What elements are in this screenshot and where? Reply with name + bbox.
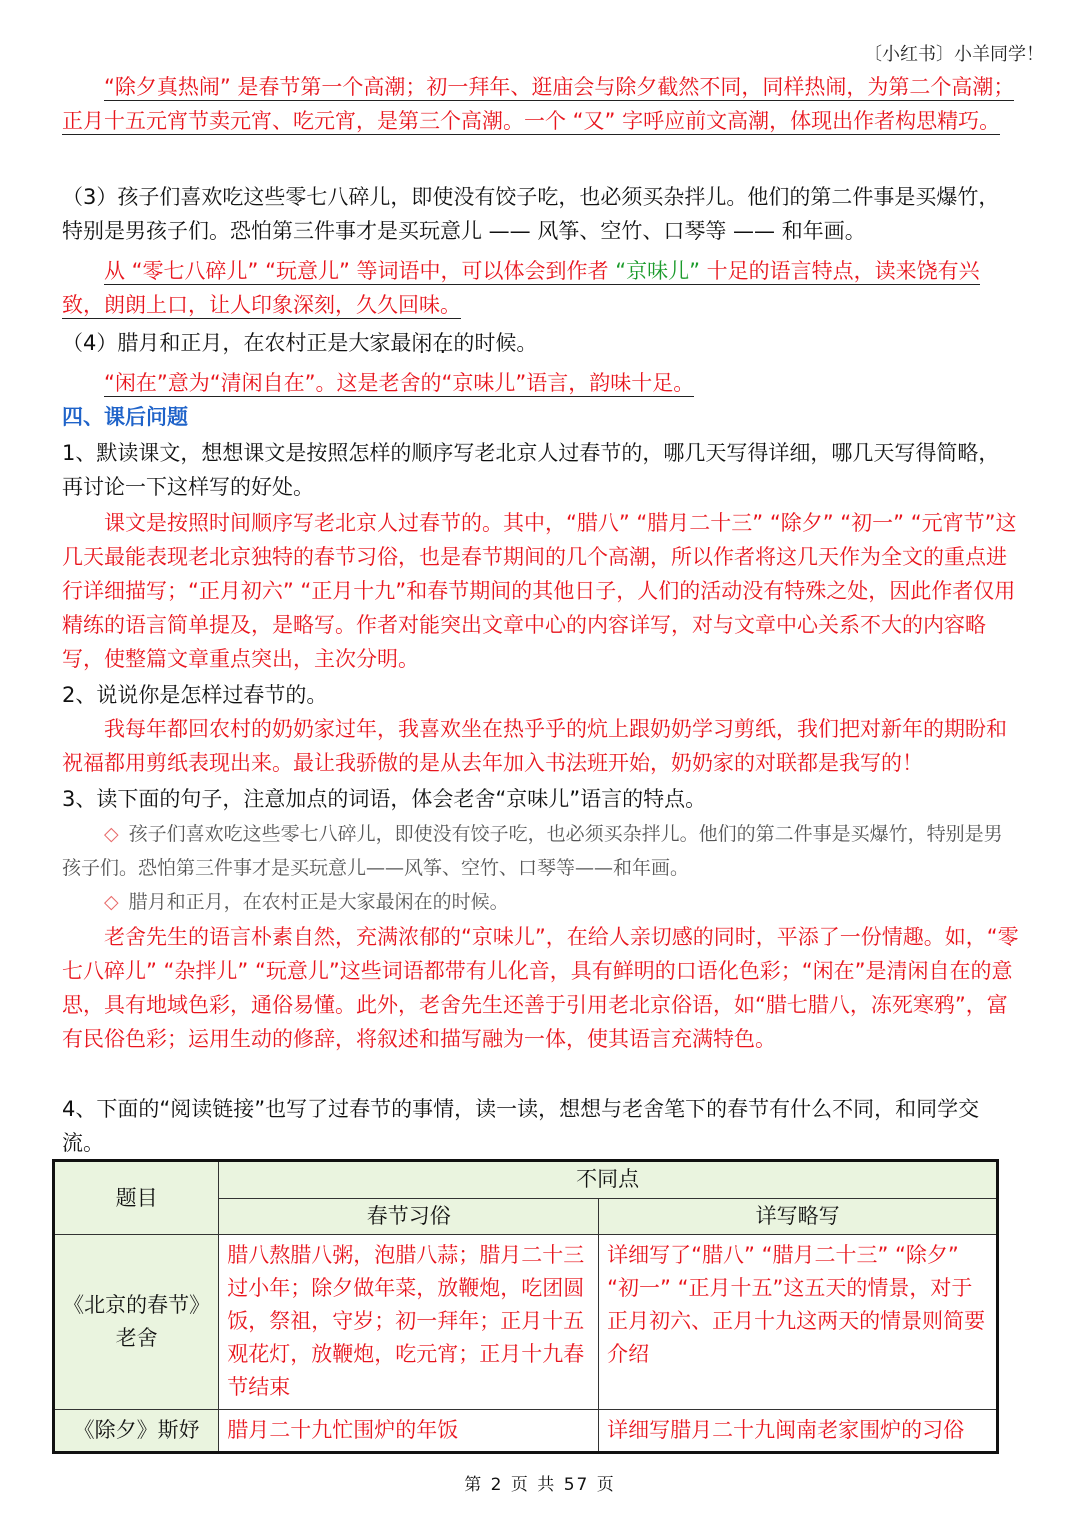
table-row bbox=[54, 1235, 998, 1410]
row-custom: 腊八熬腊八粥，泡腊八蒜；腊月二十三过小年；除夕做年菜，放鞭炮，吃团圆饭，祭祖，守岁；初一拜年；正月十五观花灯，放鞭炮，吃元宵；正月十九春节结束 bbox=[219, 1235, 599, 1410]
item-4-text-b: 的时候。 bbox=[453, 331, 538, 355]
dotted-word-1: 闲 bbox=[411, 331, 433, 355]
answer-3: 老舍先生的语言朴素自然，充满浓郁的“京味儿”，在给人亲切感的同时，平添了一份情趣。如，“零七八碎儿” “杂拌儿” “玩意儿”这些词语都带有儿化音，具有鲜明的口语化色彩；“闲在”是清闲自在的意思，具有地域色彩，通俗易懂。此外，老舍先生还善于引用老北京俗语，如“腊七腊八，冻死寒鸦”，富有民俗色彩；运用生动的修辞，将叙述和描写融为一体，使其语言充满特色。 bbox=[62, 925, 1019, 1051]
section-title: 四、课后问题 bbox=[62, 405, 188, 429]
answer-item-4 bbox=[62, 366, 1020, 400]
answer-item-3-part-a: 从 “零七八碎儿” “玩意儿” 等词语中，可以体会到作者 bbox=[104, 259, 616, 283]
table-row bbox=[54, 1410, 998, 1453]
answer-2: 我每年都回农村的奶奶家过年，我喜欢坐在热乎乎的炕上跟奶奶学习剪纸，我们把对新年的期盼和祝福都用剪纸表现出来。最让我骄傲的是从去年加入书法班开始，奶奶家的对联都是我写的！ bbox=[62, 717, 1007, 775]
dotted-word-2: 在 bbox=[432, 331, 454, 355]
header-detail: 详写略写 bbox=[599, 1198, 998, 1234]
quote-sentence-1 bbox=[62, 817, 1020, 885]
row-title bbox=[54, 1410, 219, 1453]
header-custom: 春节习俗 bbox=[219, 1198, 599, 1234]
question-item-4 bbox=[62, 326, 1020, 360]
question-2: 2、说说你是怎样过春节的。 bbox=[62, 683, 328, 707]
row-title-work: 《北京的春节》 bbox=[63, 1293, 211, 1317]
answer-paragraph-1 bbox=[62, 70, 1020, 138]
answer-text: “除夕真热闹” 是春节第一个高潮；初一拜年、逛庙会与除夕截然不同，同样热闹，为第二个高潮；正月十五元宵节卖元宵、吃元宵，是第三个高潮。一个 “又” 字呼应前文高潮，体现出作者构思精巧。 bbox=[62, 75, 1015, 133]
row-title-work: 《除夕》斯妤 bbox=[73, 1418, 200, 1442]
question-item-3: （3）孩子们喜欢吃这些零七八碎儿，即使没有饺子吃，也必须买杂拌儿。他们的第二件事是买爆竹，特别是男孩子们。恐怕第三件事才是买玩意儿 —— 风筝、空竹、口琴等 —— 和年画。 bbox=[62, 185, 1000, 243]
answer-item-3-highlight: “京味儿” bbox=[615, 259, 700, 283]
diamond-bullet-icon: ◇ bbox=[104, 891, 119, 913]
answer-item-3-text bbox=[62, 259, 980, 319]
answer-item-3 bbox=[62, 254, 1020, 322]
row-title bbox=[54, 1235, 219, 1410]
item-4-text-a: （4）腊月和正月，在农村正是大家最 bbox=[62, 331, 412, 355]
question-4: 4、下面的“阅读链接”也写了过春节的事情，读一读，想想与老舍笔下的春节有什么不同，和同学交流。 bbox=[62, 1097, 980, 1155]
watermark: 〔小红书〕小羊同学！ bbox=[864, 44, 1044, 65]
quote-sentence-2-text: 腊月和正月，在农村正是大家最闲在的时候。 bbox=[128, 891, 509, 913]
header-title: 题目 bbox=[54, 1161, 219, 1235]
row-custom: 腊月二十九忙围炉的年饭 bbox=[219, 1410, 599, 1453]
question-3: 3、读下面的句子，注意加点的词语，体会老舍“京味儿”语言的特点。 bbox=[62, 787, 707, 811]
header-difference: 不同点 bbox=[219, 1161, 998, 1199]
comparison-table bbox=[52, 1159, 999, 1454]
answer-item-4-text: “闲在”意为“清闲自在”。这是老舍的“京味儿”语言，韵味十足。 bbox=[104, 371, 695, 395]
row-title-author: 老舍 bbox=[115, 1326, 158, 1350]
answer-item-3-part-b: 十足的语言特点，读来饶有兴致，朗朗上口，让人印象深刻，久久回味。 bbox=[62, 259, 980, 317]
page-footer: 第 2 页 共 57 页 bbox=[464, 1475, 616, 1495]
answer-1: 课文是按照时间顺序写老北京人过春节的。其中，“腊八” “腊月二十三” “除夕” “初一” “元宵节”这几天最能表现老北京独特的春节习俗，也是春节期间的几个高潮，所以作者将这几天作为全文的重点进行详细描写；“正月初六” “正月十九”和春节期间的其他日子，人们的活动没有特殊之处，因此作者仅用精练的语言简单提及，是略写。作者对能突出文章中心的内容详写，对与文章中心关系不大的内容略写，使整篇文章重点突出，主次分明。 bbox=[62, 511, 1017, 671]
diamond-bullet-icon: ◇ bbox=[104, 823, 119, 845]
quote-sentence-2 bbox=[62, 885, 1020, 919]
row-detail: 详细写腊月二十九闽南老家围炉的习俗 bbox=[599, 1410, 998, 1453]
question-1: 1、默读课文，想想课文是按照怎样的顺序写老北京人过春节的，哪几天写得详细，哪几天写得简略，再讨论一下这样写的好处。 bbox=[62, 441, 1000, 499]
quote-sentence-1-text: 孩子们喜欢吃这些零七八碎儿，即使没有饺子吃，也必须买杂拌儿。他们的第二件事是买爆竹，特别是男孩子们。恐怕第三件事才是买玩意儿——风筝、空竹、口琴等——和年画。 bbox=[62, 823, 1003, 879]
row-detail: 详细写了“腊八” “腊月二十三” “除夕” “初一” “正月十五”这五天的情景，对于正月初六、正月十九这两天的情景则简要介绍 bbox=[599, 1235, 998, 1410]
